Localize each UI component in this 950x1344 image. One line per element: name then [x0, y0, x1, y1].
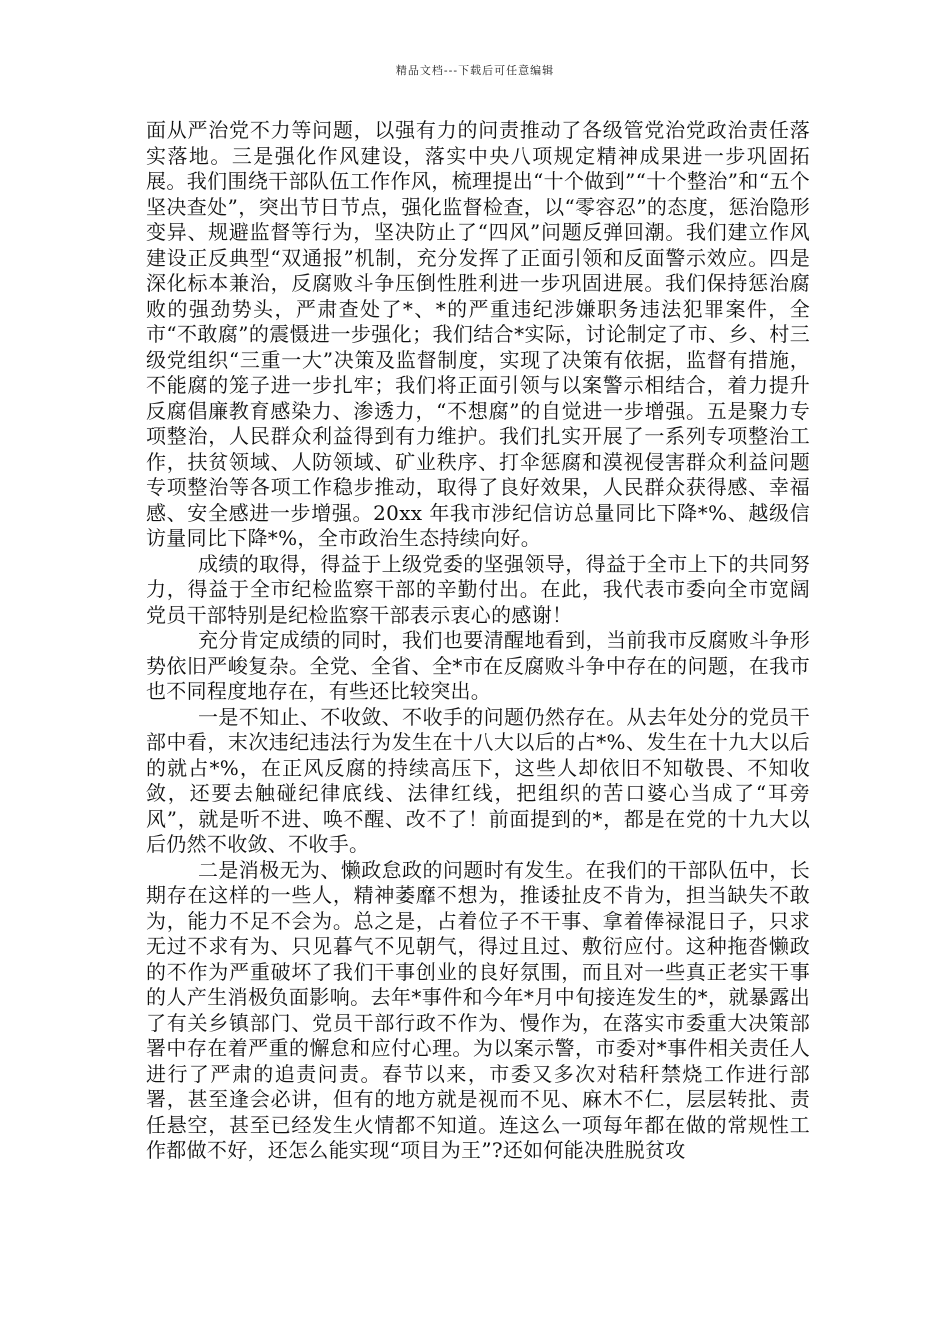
document-body [146, 118, 810, 1164]
paragraph-4: 一是不知止、不收敛、不收手的问题仍然存在。从去年处分的党员干部中看，末次违纪违法行为发生在十八大以后的占*%、发生在十九大以后的就占*%，在正风反腐的持续高压下，这些人却依旧不知敬畏、不知收敛，还要去触碰纪律底线、法律红线，把组织的苦口婆心当成了“耳旁风”，就是听不进、唤不醒、改不了！前面提到的*，都是在党的十九大以后仍然不收敛、不收手。 [146, 704, 810, 856]
paragraph-2: 成绩的取得，得益于上级党委的坚强领导，得益于全市上下的共同努力，得益于全市纪检监察干部的辛勤付出。在此，我代表市委向全市宽阔党员干部特别是纪检监察干部表示衷心的感谢！ [146, 551, 810, 627]
paragraph-1: 面从严治党不力等问题，以强有力的问责推动了各级管党治党政治责任落实落地。三是强化作风建设，落实中央八项规定精神成果进一步巩固拓展。我们围绕干部队伍工作作风，梳理提出“十个做到”“十个整治”和“五个坚决查处”，突出节日节点，强化监督检查，以“零容忍”的态度，惩治隐形变异、规避监督等行为，坚决防止了“四风”问题反弹回潮。我们建立作风建设正反典型“双通报”机制，充分发挥了正面引领和反面警示效应。四是深化标本兼治，反腐败斗争压倒性胜利进一步巩固进展。我们保持惩治腐败的强劲势头，严肃查处了*、*的严重违纪涉嫌职务违法犯罪案件，全市“不敢腐”的震慑进一步强化；我们结合*实际，讨论制定了市、乡、村三级党组织“三重一大”决策及监督制度，实现了决策有依据，监督有措施，不能腐的笼子进一步扎牢；我们将正面引领与以案警示相结合，着力提升反腐倡廉教育感染力、渗透力，“不想腐”的自觉进一步增强。五是聚力专项整治，人民群众利益得到有力维护。我们扎实开展了一系列专项整治工作，扶贫领域、人防领域、矿业秩序、打伞惩腐和漠视侵害群众利益问题专项整治等各项工作稳步推动，取得了良好效果，人民群众获得感、幸福感、安全感进一步增强。20xx 年我市涉纪信访总量同比下降*%、越级信访量同比下降*%，全市政治生态持续向好。 [146, 118, 810, 550]
paragraph-3: 充分肯定成绩的同时，我们也要清醒地看到，当前我市反腐败斗争形势依旧严峻复杂。全党、全省、全*市在反腐败斗争中存在的问题，在我市也不同程度地存在，有些还比较突出。 [146, 628, 810, 703]
page-header: 精品文档---下载后可任意编辑 [395, 64, 555, 77]
paragraph-5: 二是消极无为、懒政怠政的问题时有发生。在我们的干部队伍中，长期存在这样的一些人，精神萎靡不想为，推诿扯皮不肯为，担当缺失不敢为，能力不足不会为。总之是，占着位子不干事、拿着俸禄混日子，只求无过不求有为、只见暮气不见朝气，得过且过、敷衍应付。这种拖沓懒政的不作为严重破坏了我们干事创业的良好氛围，而且对一些真正老实干事的人产生消极负面影响。去年*事件和今年*月中旬接连发生的*，就暴露出了有关乡镇部门、党员干部行政不作为、慢作为，在落实市委重大决策部署中存在着严重的懈怠和应付心理。为以案示警，市委对*事件相关责任人进行了严肃的追责问责。春节以来，市委又多次对秸秆禁烧工作进行部署，甚至逢会必讲，但有的地方就是视而不见、麻木不仁，层层转批、责任悬空，甚至已经发生火情都不知道。连这么一项每年都在做的常规性工作都做不好，还怎么能实现“项目为王”?还如何能决胜脱贫攻 [146, 857, 810, 1162]
